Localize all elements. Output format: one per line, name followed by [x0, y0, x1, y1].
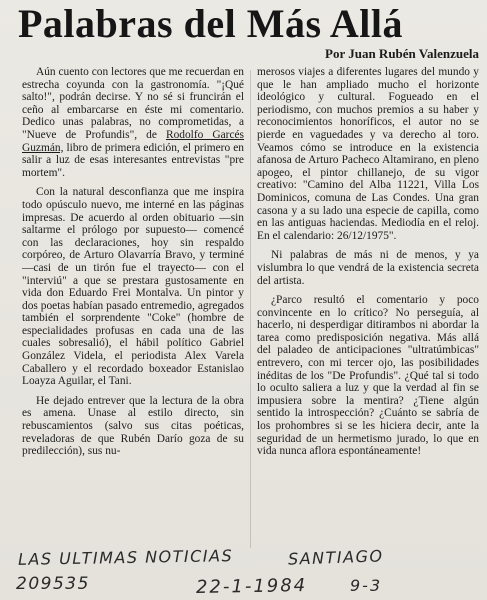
author-name-underlined: Rodolfo Garcés Guzmán, — [22, 128, 244, 154]
paragraph: Con la natural desconfianza que me inspira todo opúsculo nuevo, me interné en las páginas impresas. De acuerdo al orden obituario —sin saltarme el prólogo por supuesto— comencé con las declaraciones, hoy sin respaldo corpóreo, de Arturo Olavarría Bravo, y terminé —casi de un tirón fue el trayecto— con el "interviú" a que se prestara gustosamente en vida don Eduardo Frei Montalva. Un pintor y dos poetas habían pasado entremedio, agregados también el sorprendente "Coke" (hombre de especialidades profusas en cada una de las cuales sobresalió), el hábil político Gabriel González Videla, el periodista Alex Varela Caballero y el recordado boxeador Estanislao Loayza Aguilar, el Tani. — [22, 186, 244, 388]
handwritten-page: 9-3 — [350, 576, 383, 595]
column-divider — [250, 70, 251, 548]
paragraph: ¿Parco resultó el comentario y poco convincente en lo crítico? No perseguía, al hacerlo, ni desperdigar ditirambos ni abordar la tarea como predisposición negativa. Más allá del paladeo de anticipaciones "ultratúmbicas" entrevero, con mi tercer ojo, las posibilidades inéditas de los "De Profundis". ¿Qué tal si todo lo oculto saliera a luz y que la verdad al fin se impusiera sobre la mentira? ¿Tiene algún sentido la introspección? ¿Cuánto se sabría de los prohombres si se les hiciera decir, ante la seguridad de un hermetismo jurado, lo que en vida nunca aflora espontáneamente! — [257, 294, 479, 458]
paragraph — [22, 66, 244, 179]
paragraph: Ni palabras de más ni de menos, y ya vislumbra lo que vendrá de la existencia secreta del artista. — [257, 249, 479, 287]
paragraph: He dejado entrever que la lectura de la obra es amena. Unase al estilo directo, sin rebuscamientos (salvo sus citas poéticas, reveladoras de que Rubén Darío goza de su predilección), sus nu- — [22, 394, 244, 458]
article-title: Palabras del Más Allá — [18, 1, 403, 46]
article-byline: Por Juan Rubén Valenzuela — [325, 46, 479, 61]
paragraph-text: Aún cuento con lectores que me recuerdan en estrecha coyunda con la gastronomía. "¡Qué salto!", podrán decirse. Y no sé si fruncirán el ceño al embarcarse en éste mi comentario. Dedico unas palabras, no comprometidas, a "Nueve de Profundis", de — [22, 66, 244, 141]
handwritten-source: LAS ULTIMAS NOTICIAS — [17, 546, 234, 569]
paragraph: merosos viajes a diferentes lugares del mundo y que le han ampliado mucho el horizonte ideológico y cultural. Fogueado en el periodismo, con muchos premios a su haber y reconocimientos honoríficos, el autor no se pierde en vaguedades y va derecho al toro. Veamos cómo se introduce en la existencia afanosa de Arturo Pacheco Altamirano, en pleno apogeo, el pintor chillanejo, de su vigor creativo: "Camino del Alba 11221, Villa Los Dominicos, comuna de Las Condes. Una gran casona y a su lado una especie de capilla, como en las antiguas haciendas. Mediodía en el reloj. En el calendario: 26/12/1975". — [257, 66, 479, 242]
handwritten-city: SANTIAGO — [287, 546, 384, 569]
article-column-left — [22, 66, 244, 458]
handwritten-archive-id: 209535 — [16, 574, 90, 594]
article-column-right — [257, 66, 479, 458]
paragraph-text: libro de primera edición, el primero en salir a luz de esas interesantes entrevistas "pre mortem". — [22, 141, 244, 179]
handwritten-date: 22-1-1984 — [195, 575, 308, 598]
